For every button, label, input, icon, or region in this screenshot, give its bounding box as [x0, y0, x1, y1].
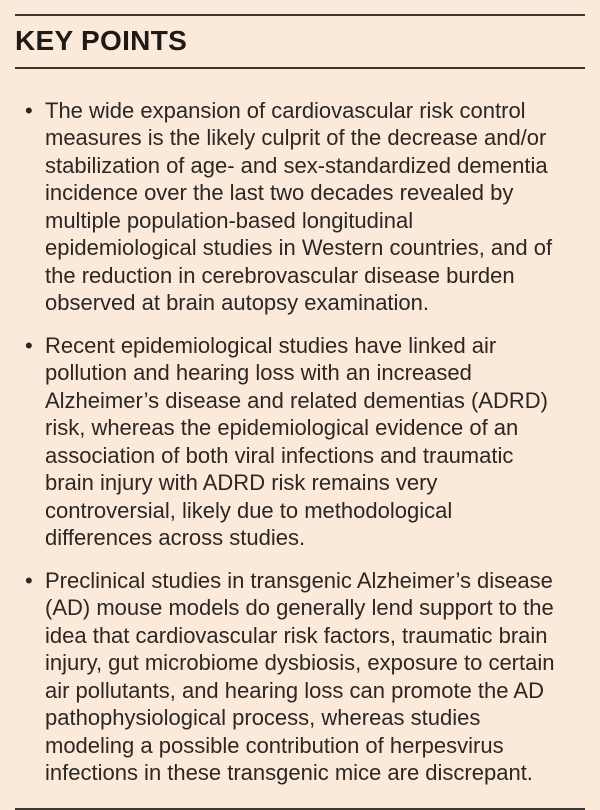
title-rule-divider [15, 67, 585, 69]
bullet-icon: • [25, 567, 33, 593]
key-point-item [25, 97, 563, 317]
bottom-rule-divider [15, 808, 585, 810]
panel-title: KEY POINTS [15, 25, 188, 56]
top-rule-divider [15, 14, 585, 16]
key-point-text: The wide expansion of cardiovascular risk control measures is the likely culprit of the decrease and/or stabilization of age- and sex-standardized dementia incidence over the last two decades revealed by multiple population-based longitudinal epidemiological studies in Western countries, and of the reduction in cerebrovascular disease burden observed at brain autopsy examination. [45, 97, 553, 316]
key-point-text: Preclinical studies in transgenic Alzheimer’s disease (AD) mouse models do generally lend support to the idea that cardiovascular risk factors, traumatic brain injury, gut microbiome dysbiosis, exposure to certain air pollutants, and hearing loss can promote the AD pathophysiological process, whereas studies modeling a possible contribution of herpesvirus infections in these transgenic mice are discrepant. [45, 567, 555, 786]
key-point-item [25, 567, 563, 787]
key-points-list [15, 97, 585, 787]
bullet-icon: • [25, 332, 33, 358]
key-point-item [25, 332, 563, 552]
key-point-text: Recent epidemiological studies have linked air pollution and hearing loss with an increased Alzheimer’s disease and related dementias (ADRD) risk, whereas the epidemiological evidence of an association of both viral infections and traumatic brain injury with ADRD risk remains very controversial, likely due to methodological differences across studies. [45, 332, 548, 551]
bullet-icon: • [25, 97, 33, 123]
